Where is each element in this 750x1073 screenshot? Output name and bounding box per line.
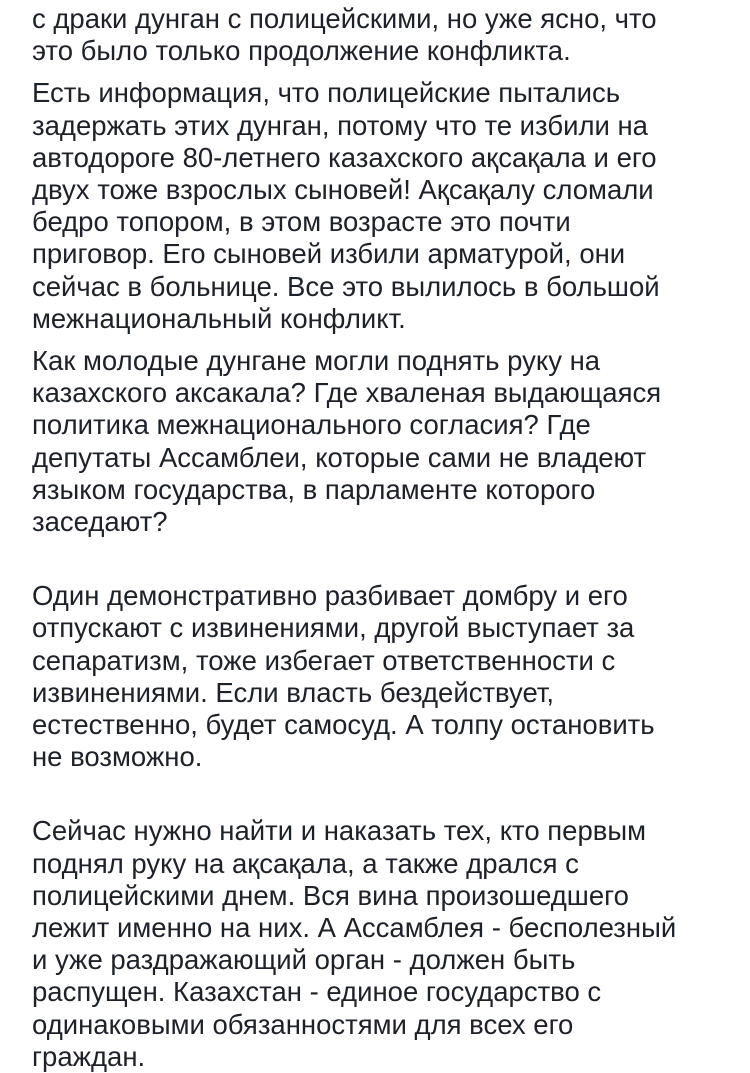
paragraph-gap: [32, 773, 732, 815]
paragraph-4: [32, 580, 732, 773]
paragraph-3: [32, 345, 732, 538]
text-line: не возможно.: [32, 741, 203, 773]
text-line: сейчас в больнице. Все это вылилось в большой: [32, 270, 660, 302]
text-line: сепаратизм, тоже избегает ответственности с: [32, 644, 616, 676]
text-line: извинениями. Если власть бездействует,: [32, 676, 555, 708]
text-line: приговор. Его сыновей избили арматурой, они: [32, 238, 626, 270]
text-line: межнациональный конфликт.: [32, 302, 406, 334]
text-line: граждан.: [32, 1040, 146, 1072]
text-line: лежит именно на них. А Ассамблея - бесполезный: [32, 912, 677, 944]
text-line: языком государства, в парламенте которого: [32, 473, 596, 505]
text-line: с драки дунган с полицейскими, но уже ясно, что: [32, 3, 657, 34]
text-line: Сейчас нужно найти и наказать тех, кто первым: [32, 815, 647, 847]
text-line: естественно, будет самосуд. А толпу остановить: [32, 709, 655, 741]
paragraph-gap: [32, 538, 732, 580]
paragraph-5: [32, 815, 732, 1073]
text-line: Есть информация, что полицейские пытались: [32, 77, 621, 109]
text-line: распущен. Казахстан - единое государство с: [32, 976, 602, 1008]
text-line: Один демонстративно разбивает домбру и его: [32, 580, 628, 612]
text-line: автодороге 80-летнего казахского ақсақала и его: [32, 141, 657, 173]
text-line: полицейскими днем. Вся вина произошедшего: [32, 879, 629, 911]
text-line: Как молодые дунгане могли поднять руку на: [32, 345, 601, 377]
paragraph-1: [32, 3, 732, 67]
text-line: двух тоже взрослых сыновей! Ақсақалу сломали: [32, 174, 654, 206]
text-line: задержать этих дунган, потому что те избили на: [32, 109, 648, 141]
text-line: политика межнационального согласия? Где: [32, 409, 591, 441]
text-line: отпускают с извинениями, другой выступает за: [32, 612, 635, 644]
post-text: [32, 3, 732, 1073]
paragraph-gap: [32, 67, 732, 77]
text-line: и уже раздражающий орган - должен быть: [32, 944, 576, 976]
text-line: это было только продолжение конфликта.: [32, 35, 571, 67]
paragraph-gap: [32, 335, 732, 345]
text-line: поднял руку на ақсақала, а также дрался с: [32, 847, 579, 879]
text-line: бедро топором, в этом возрасте это почти: [32, 206, 571, 238]
text-line: одинаковыми обязанностями для всех его: [32, 1008, 574, 1040]
text-line: казахского аксакала? Где хваленая выдающаяся: [32, 377, 662, 409]
text-line: заседают?: [32, 506, 168, 538]
paragraph-2: [32, 77, 732, 335]
text-line: депутаты Ассамблеи, которые сами не владеют: [32, 441, 647, 473]
